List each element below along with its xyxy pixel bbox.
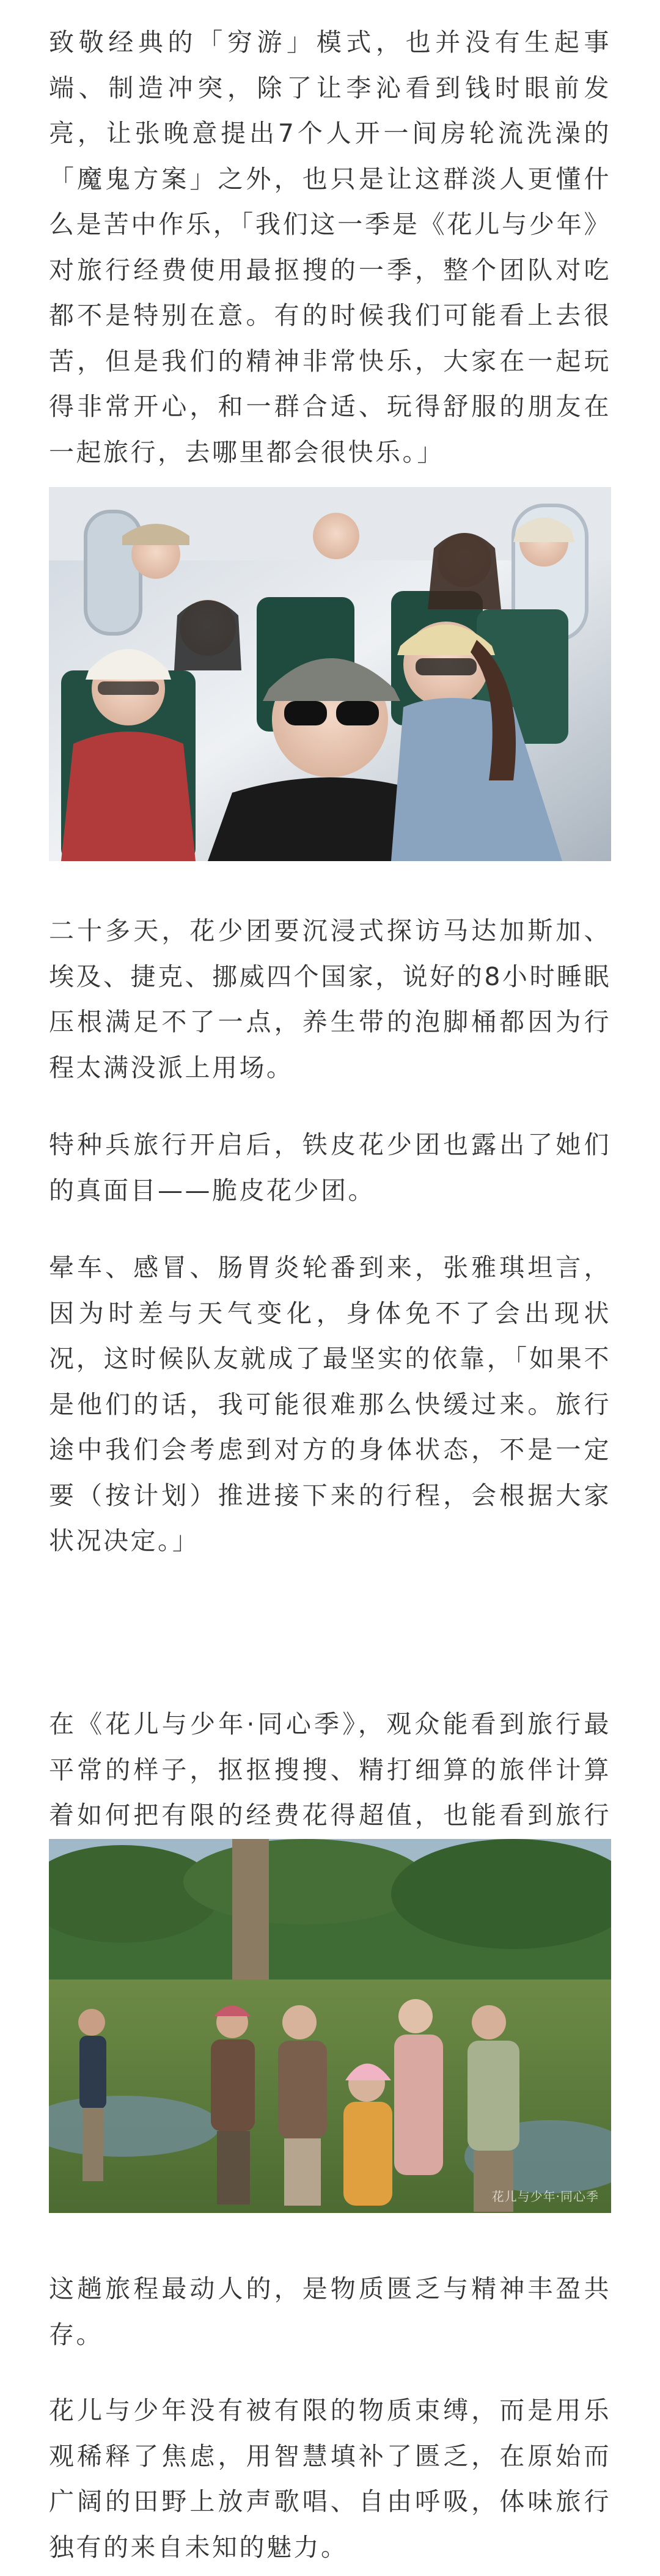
paragraph-2: 二十多天，花少团要沉浸式探访马达加斯加、埃及、捷克、挪威四个国家，说好的8小时睡眠压根满足不了一点，养生带的泡脚桶都因为行程太满没派上用场。 [49,916,611,1082]
paragraph-7: 花儿与少年没有被有限的物质束缚，而是用乐观稀释了焦虑，用智慧填补了匮乏，在原始而广阔的田野上放声歌唱、自由呼吸，体味旅行独有的来自未知的魅力。 [49,2396,611,2562]
paragraph-4: 晕车、感冒、肠胃炎轮番到来，张雅琪坦言，因为时差与天气变化，身体免不了会出现状况，这时候队友就成了最坚实的依靠，「如果不是他们的话，我可能很难那么快缓过来。旅行途中我们会考虑到对方的身体状态，不是一定要（按计划）推进接下来的行程，会根据大家状况决定。」 [49,1253,611,1555]
paragraph-1: 致敬经典的「穷游」模式，也并没有生起事端、制造冲突，除了让李沁看到钱时眼前发亮，让张晚意提出7个人开一间房轮流洗澡的「魔鬼方案」之外，也只是让这群淡人更懂什么是苦中作乐，「我们这一季是《花儿与少年》对旅行经费使用最抠搜的一季，整个团队对吃都不是特别在意。有的时候我们可能看上去很苦，但是我们的精神非常快乐，大家在一起玩得非常开心，和一群合适、玩得舒服的朋友在一起旅行，去哪里都会很快乐。」 [49,28,611,467]
paragraph-6: 这趟旅程最动人的，是物质匮乏与精神丰盈共存。 [49,2274,611,2349]
paragraph-5: 在《花儿与少年·同心季》，观众能看到旅行最平常的样子，抠抠搜搜、精打细算的旅伴计算着如何把有限的经费花得超值，也能看到旅行 [49,1709,611,1830]
field-group-photo [49,1839,611,2213]
paragraph-3: 特种兵旅行开启后，铁皮花少团也露出了她们的真面目——脆皮花少团。 [49,1130,611,1205]
photo-watermark: 花儿与少年·同心季 [491,2189,599,2204]
airplane-selfie-photo [49,487,611,861]
